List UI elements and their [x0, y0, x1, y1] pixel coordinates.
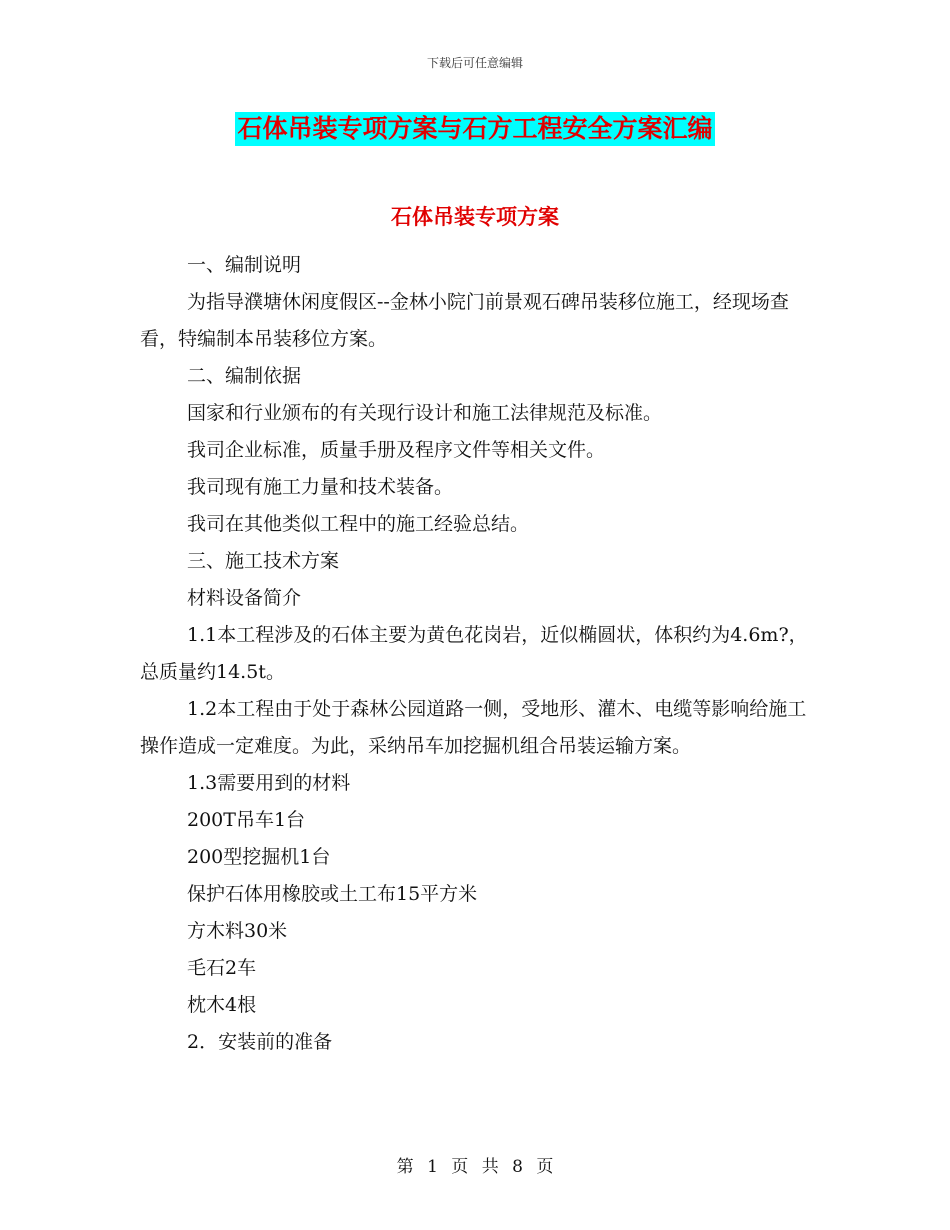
paragraph: 我司企业标准，质量手册及程序文件等相关文件。: [187, 439, 606, 461]
page-footer: [0, 1152, 950, 1177]
paragraph-heading-3: 三、施工技术方案: [187, 550, 340, 572]
paragraph: 国家和行业颁布的有关现行设计和施工法律规范及标准。: [187, 402, 663, 424]
page-header-note: 下载后可任意编辑: [426, 56, 523, 70]
paragraph: 1.3需要用到的材料: [187, 772, 351, 794]
section-title: 石体吊装专项方案: [391, 204, 559, 229]
list-item: 毛石2车: [187, 957, 257, 979]
main-title-container: [0, 112, 950, 146]
footer-page-word: 页: [451, 1157, 469, 1177]
footer-current-page: 1: [427, 1157, 438, 1177]
footer-total-pages: 8: [512, 1157, 523, 1177]
list-item: 枕木4根: [187, 994, 257, 1016]
paragraph: 我司在其他类似工程中的施工经验总结。: [187, 513, 530, 535]
list-item: 方木料30米: [187, 920, 288, 942]
paragraph: 材料设备简介: [187, 587, 302, 609]
paragraph: 1.1本工程涉及的石体主要为黄色花岗岩，近似椭圆状，体积约为4.6m?，总质量约14.5t。: [140, 624, 808, 683]
paragraph: 1.2本工程由于处于森林公园道路一侧，受地形、灌木、电缆等影响给施工操作造成一定难度。为此，采纳吊车加挖掘机组合吊装运输方案。: [140, 698, 807, 757]
footer-prefix: 第: [396, 1157, 414, 1177]
paragraph-heading-1: 一、编制说明: [187, 254, 302, 276]
footer-suffix: 页: [536, 1157, 554, 1177]
footer-total-word: 共: [481, 1157, 499, 1177]
document-body: [140, 247, 815, 1061]
paragraph: 为指导濮塘休闲度假区--金林小院门前景观石碑吊装移位施工，经现场查看，特编制本吊装移位方案。: [140, 291, 789, 350]
paragraph: 我司现有施工力量和技术装备。: [187, 476, 454, 498]
paragraph-heading-2: 二、编制依据: [187, 365, 302, 387]
paragraph: 2．安装前的准备: [187, 1031, 333, 1053]
document-main-title: 石体吊装专项方案与石方工程安全方案汇编: [235, 112, 714, 146]
list-item: 200型挖掘机1台: [187, 846, 331, 868]
list-item: 200T吊车1台: [187, 809, 306, 831]
list-item: 保护石体用橡胶或土工布15平方米: [187, 883, 478, 905]
